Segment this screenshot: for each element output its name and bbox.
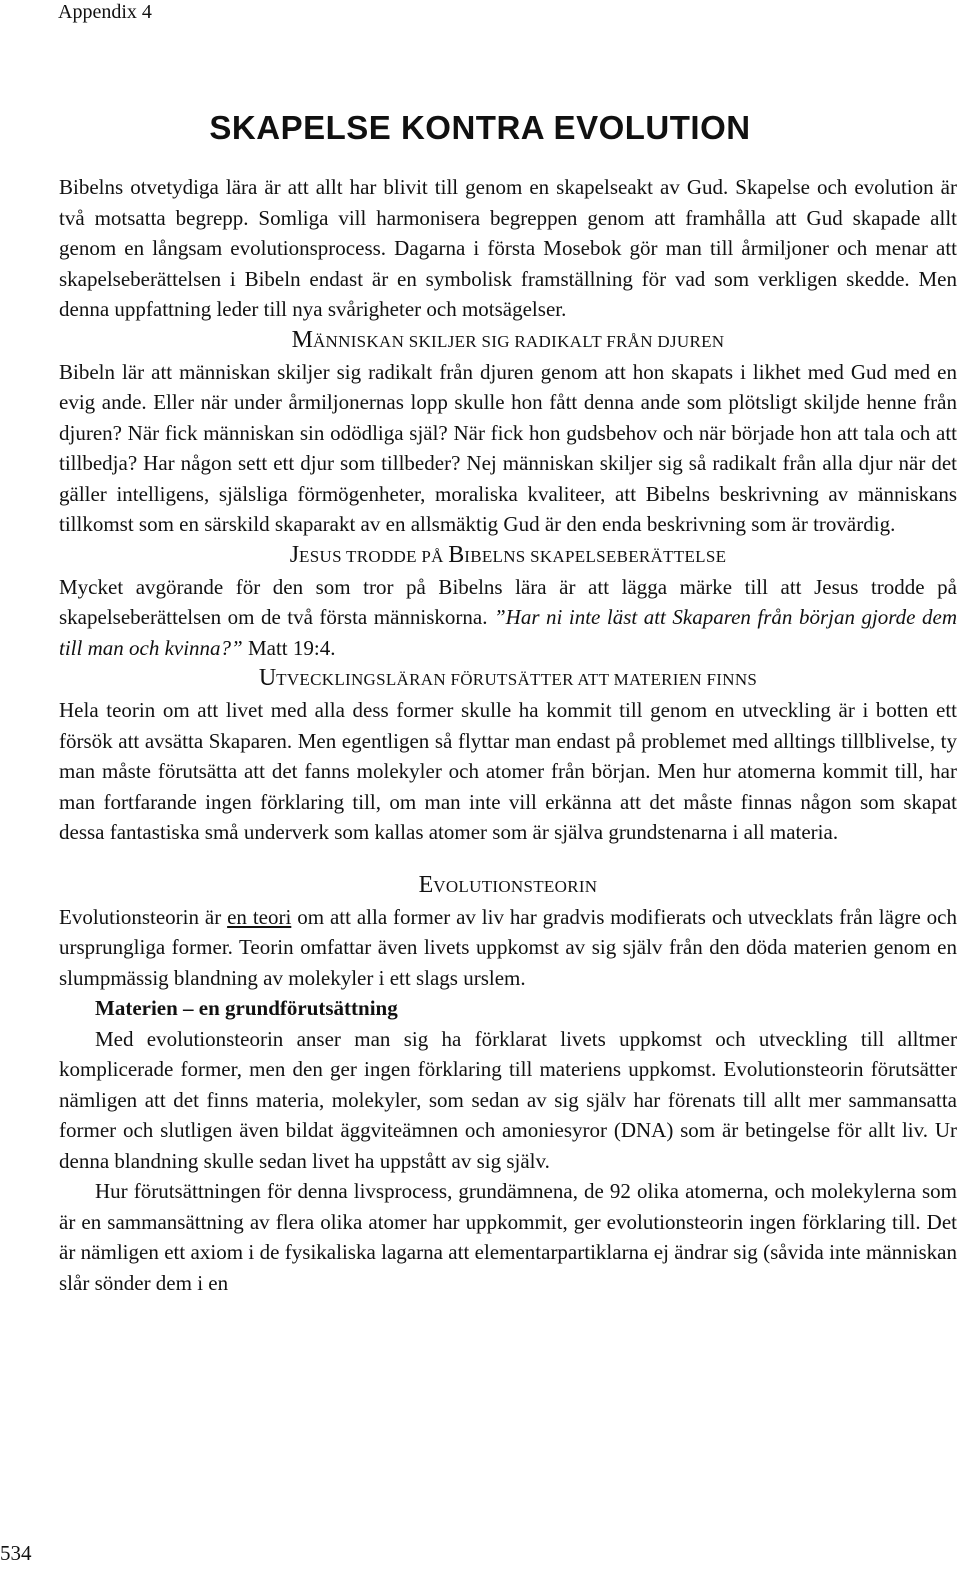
section-spacer bbox=[59, 848, 957, 870]
heading-rest-2: IBELNS SKAPELSEBERÄTTELSE bbox=[464, 546, 727, 566]
body-text-end: om att alla former av liv har gradvis modifierats och utvecklats från lägre och ursprungliga former. Teorin omfattar även livets uppkomst av sig själv från den döda materien genom en slumpmässig blandning av molekyler i ett slags urslem. bbox=[59, 904, 957, 990]
main-content bbox=[59, 172, 957, 1298]
bible-quote: ”Har ni inte läst att Skaparen från början gjorde dem till man och kvinna?” bbox=[59, 605, 958, 660]
underlined-term: en teori bbox=[227, 904, 292, 929]
paragraph-materien-1: Med evolutionsteorin anser man sig ha förklarat livets uppkomst och utveckling till alltmer komplicerade former, men den ger ingen förklaring till materiens uppkomst. Evolutionsteorin förutsätter nämligen att det finns materia, molekyler, som sedan av sig själv har förenats till allt mer sammansatta former och slutligen även bildat äggviteämnen och amoniesyror (DNA) som är betingelse för allt liv. Ur denna blandning skulle sedan livet ha uppstått av sig själv. bbox=[59, 1026, 957, 1173]
page-title: SKAPELSE KONTRA EVOLUTION bbox=[209, 109, 751, 147]
page-number: 534 bbox=[0, 1541, 32, 1565]
heading-rest: VOLUTIONSTEORIN bbox=[433, 876, 598, 896]
section-heading-manniskan bbox=[59, 325, 957, 357]
section-body-manniskan: Bibeln lär att människan skiljer sig radikalt från djuren genom att hon skapats i likhet med Gud med en evig ande. Eller när under årmiljonernas lopp skulle hon fått denna ande som plötsligt skiljde henne från djuren? När fick människan sin odödliga själ? När fick hon gudsbehov och när började hon att tala och att tillbedja? Har någon sett ett djur som tillbeder? Nej människan skiljer sig så radikalt från alla djur när det gäller intelligens, själsliga förmögenheter, moraliska kvaliteer, att Bibelns beskrivning av människans tillkomst som en särskild skaparakt av en allsmäktig Gud är den enda beskrivning som är trovärdig. bbox=[59, 359, 957, 536]
heading-initial: E bbox=[418, 871, 434, 898]
section-heading-evolutionsteorin bbox=[59, 870, 957, 902]
section-heading-utvecklingslaran bbox=[59, 663, 957, 695]
section-heading-jesus bbox=[59, 540, 957, 572]
section-body-utvecklingslaran: Hela teorin om att livet med alla dess former skulle ha kommit till genom en utveckling är i botten ett försök att avsätta Skaparen. Men egentligen så flyttar man endast på problemet med alltings tillblivelse, ty man måste förutsätta att det fanns molekyler och atomer från början. Men hur atomerna kommit till, har man fortfarande ingen förklaring till, om man inte vill erkänna att det måste finnas någon som skapat dessa fantastiska små underverk som kallas atomer som är själva grundstenarna i all materia. bbox=[59, 698, 957, 844]
bible-reference: Matt 19:4. bbox=[247, 635, 336, 660]
body-text: Mycket avgörande för den som tror på Bibelns lära är att lägga märke till att Jesus trodde på skapelseberättelsen om de två första människorna. bbox=[59, 574, 957, 629]
heading-initial-2: B bbox=[448, 541, 465, 568]
heading-initial: J bbox=[289, 541, 300, 568]
section-body-evolutionsteorin bbox=[59, 902, 957, 994]
subheading-materien: Materien – en grundförutsättning bbox=[95, 996, 398, 1020]
heading-initial: M bbox=[291, 326, 313, 353]
body-text-start: Evolutionsteorin är bbox=[59, 904, 222, 929]
heading-rest: ÄNNISKAN SKILJER SIG RADIKALT FRÅN DJUREN bbox=[312, 331, 725, 351]
heading-initial: U bbox=[258, 665, 277, 691]
running-header: Appendix 4 bbox=[58, 1, 152, 23]
intro-paragraph: Bibelns otvetydiga lära är att allt har blivit till genom en skapelseakt av Gud. Skapelse och evolution är två motsatta begrepp. Somliga vill harmonisera begreppen genom att framhålla att Gud skapade allt genom en långsam evolutionsprocess. Dagarna i första Mosebok gör man till årmiljoner och menar att skapelseberättelsen i Bibeln endast är en symbolisk framställning för vad som verkligen skedde. Men denna uppfattning leder till nya svårigheter och motsägelser. bbox=[59, 175, 957, 321]
section-body-jesus bbox=[59, 572, 957, 664]
paragraph-materien-2: Hur förutsättningen för denna livsprocess, grundämnena, de 92 olika atomerna, och molekylerna som är en sammansättning av flera olika atomer har uppkommit, ger evolutionsteorin ingen förklaring till. Det är nämligen ett axiom i de fysikaliska lagarna att elementarpartiklarna ej ändrar sig (såvida inte människan slår sönder dem i en bbox=[59, 1179, 957, 1295]
heading-rest: ESUS TRODDE PÅ bbox=[299, 546, 449, 566]
heading-rest: TVECKLINGSLÄRAN FÖRUTSÄTTER ATT MATERIEN FINNS bbox=[276, 670, 758, 689]
